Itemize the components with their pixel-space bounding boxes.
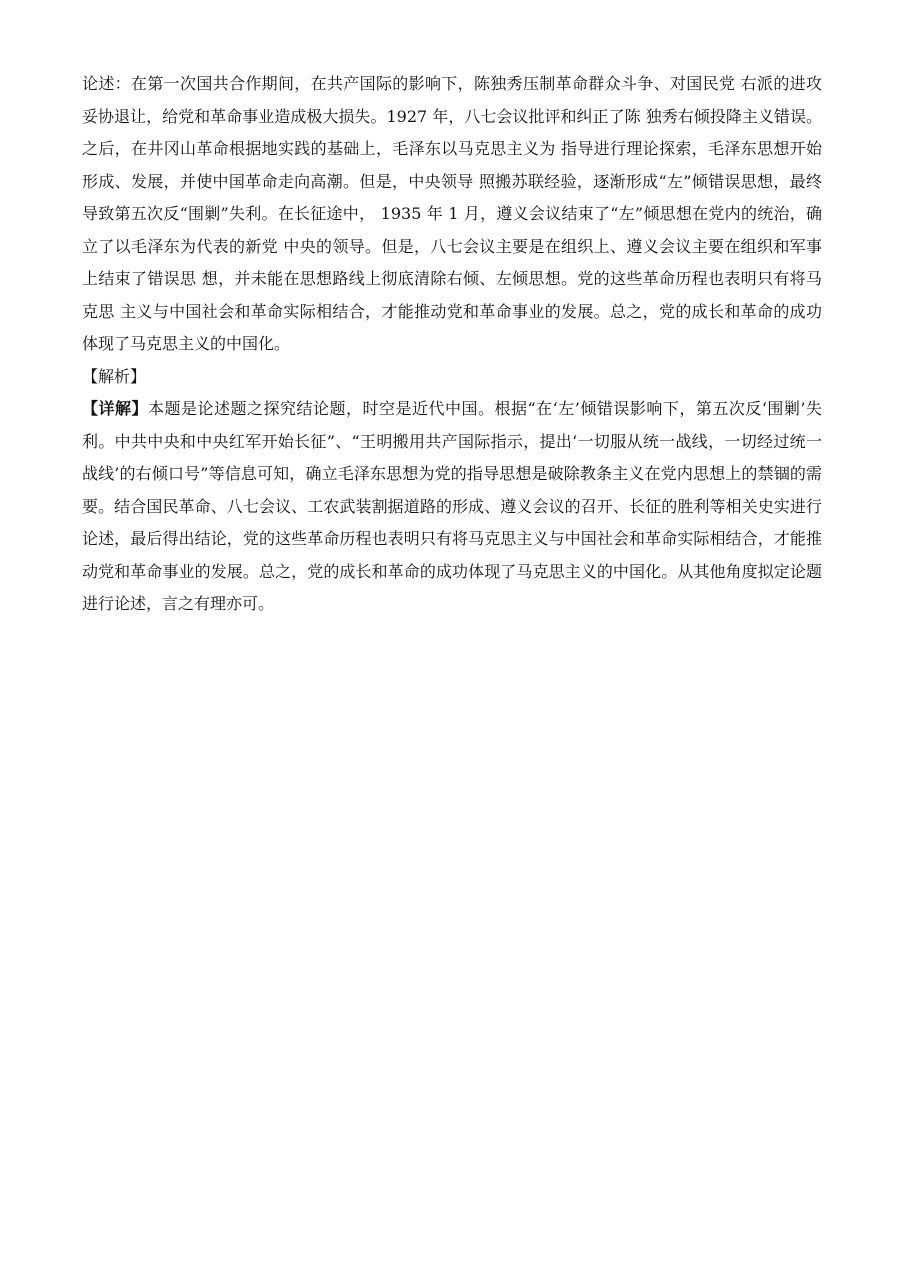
discussion-paragraph — [82, 68, 822, 361]
detail-text: 本题是论述题之探究结论题，时空是近代中国。根据“在‘左’倾错误影响下，第五次反‘围剿’失利。中共中央和中央红军开始长征”、“王明搬用共产国际指示，提出‘一切服从统一战线，一切经过统一战线’的右倾口号”等信息可知，确立毛泽东思想为党的指导思想是破除教条主义在党内思想上的禁锢的需要。结合国民革命、八七会议、工农武装割据道路的形成、遵义会议的召开、长征的胜利等相关史实进行论述，最后得出结论，党的这些革命历程也表明只有将马克思主义与中国社会和革命实际相结合，才能推动党和革命事业的发展。总之，党的成长和革命的成功体现了马克思主义的中国化。从其他角度拟定论题进行论述，言之有理亦可。 — [82, 399, 822, 613]
discussion-text: 论述：在第一次国共合作期间，在共产国际的影响下，陈独秀压制革命群众斗争、对国民党 右派的进攻妥协退让，给党和革命事业造成极大损失。1927 年，八七会议批评和纠正了陈 独秀右倾投降主义错误。之后，在井冈山革命根据地实践的基础上，毛泽东以马克思主义为 指导进行理论探索，毛泽东思想开始形成、发展，并使中国革命走向高潮。但是，中央领导 照搬苏联经验，逐渐形成“左”倾错误思想，最终导致第五次反“围剿”失利。在长征途中， 1935 年 1 月，遵义会议结束了“左”倾思想在党内的统治，确立了以毛泽东为代表的新党 中央的领导。但是，八七会议主要是在组织上、遵义会议主要在组织和军事上结束了错误思 想，并未能在思想路线上彻底清除右倾、左倾思想。党的这些革命历程也表明只有将马克思 主义与中国社会和革命实际相结合，才能推动党和革命事业的发展。总之，党的成长和革命的成功体现了马克思主义的中国化。 — [82, 74, 822, 353]
document-page — [82, 68, 822, 621]
analysis-heading — [82, 361, 822, 394]
detail-paragraph — [82, 393, 822, 621]
analysis-label: 【解析】 — [82, 366, 147, 386]
detail-label: 【详解】 — [82, 399, 148, 418]
